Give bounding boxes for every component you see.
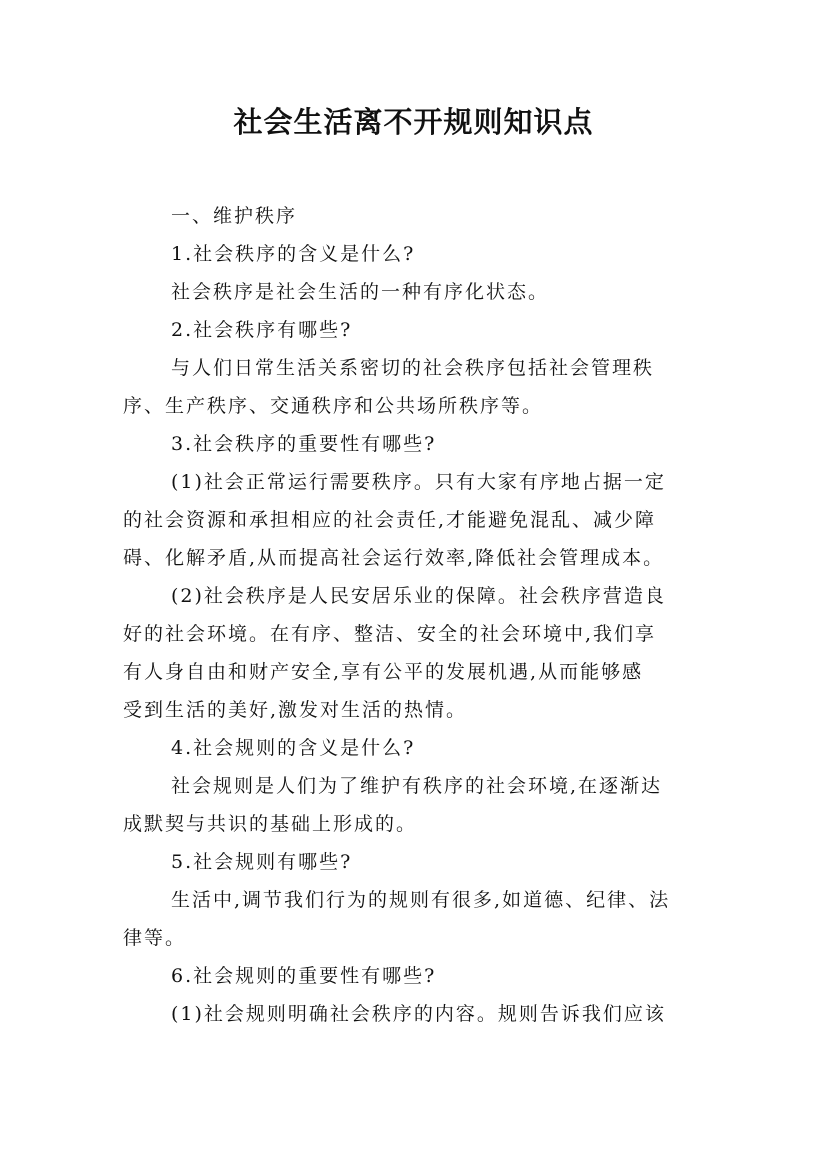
paragraph-line: 生活中,调节我们行为的规则有很多,如道德、纪律、法 [171, 889, 671, 911]
paragraph-line: (1)社会正常运行需要秩序。只有大家有序地占据一定 [171, 471, 666, 493]
question-heading: 4.社会规则的含义是什么? [171, 737, 416, 759]
paragraph-line: 与人们日常生活关系密切的社会秩序包括社会管理秩 [171, 357, 655, 379]
paragraph-line: 律等。 [123, 927, 187, 949]
question-heading: 6.社会规则的重要性有哪些? [171, 965, 437, 987]
document-title: 社会生活离不开规则知识点 [233, 105, 594, 139]
question-heading: 3.社会秩序的重要性有哪些? [171, 433, 437, 455]
paragraph-line: 社会秩序是社会生活的一种有序化状态。 [171, 281, 550, 303]
paragraph-line: 有人身自由和财产安全,享有公平的发展机遇,从而能够感 [123, 661, 644, 683]
paragraph-line: 好的社会环境。在有序、整洁、安全的社会环境中,我们享 [123, 623, 657, 645]
section-heading: 一、维护秩序 [171, 205, 298, 227]
paragraph-line: 序、生产秩序、交通秩序和公共场所秩序等。 [123, 395, 544, 417]
paragraph-line: (2)社会秩序是人民安居乐业的保障。社会秩序营造良 [171, 585, 666, 607]
paragraph-line: 的社会资源和承担相应的社会责任,才能避免混乱、减少障 [123, 509, 657, 531]
question-heading: 2.社会秩序有哪些? [171, 319, 353, 341]
paragraph-line: 碍、化解矛盾,从而提高社会运行效率,降低社会管理成本。 [123, 547, 665, 569]
question-heading: 1.社会秩序的含义是什么? [171, 243, 416, 265]
question-heading: 5.社会规则有哪些? [171, 851, 353, 873]
document-body [123, 197, 723, 1033]
paragraph-line: (1)社会规则明确社会秩序的内容。规则告诉我们应该 [171, 1003, 666, 1025]
paragraph-line: 社会规则是人们为了维护有秩序的社会环境,在逐渐达 [171, 775, 663, 797]
paragraph-line: 成默契与共识的基础上形成的。 [123, 813, 418, 835]
paragraph-line: 受到生活的美好,激发对生活的热情。 [123, 699, 468, 721]
